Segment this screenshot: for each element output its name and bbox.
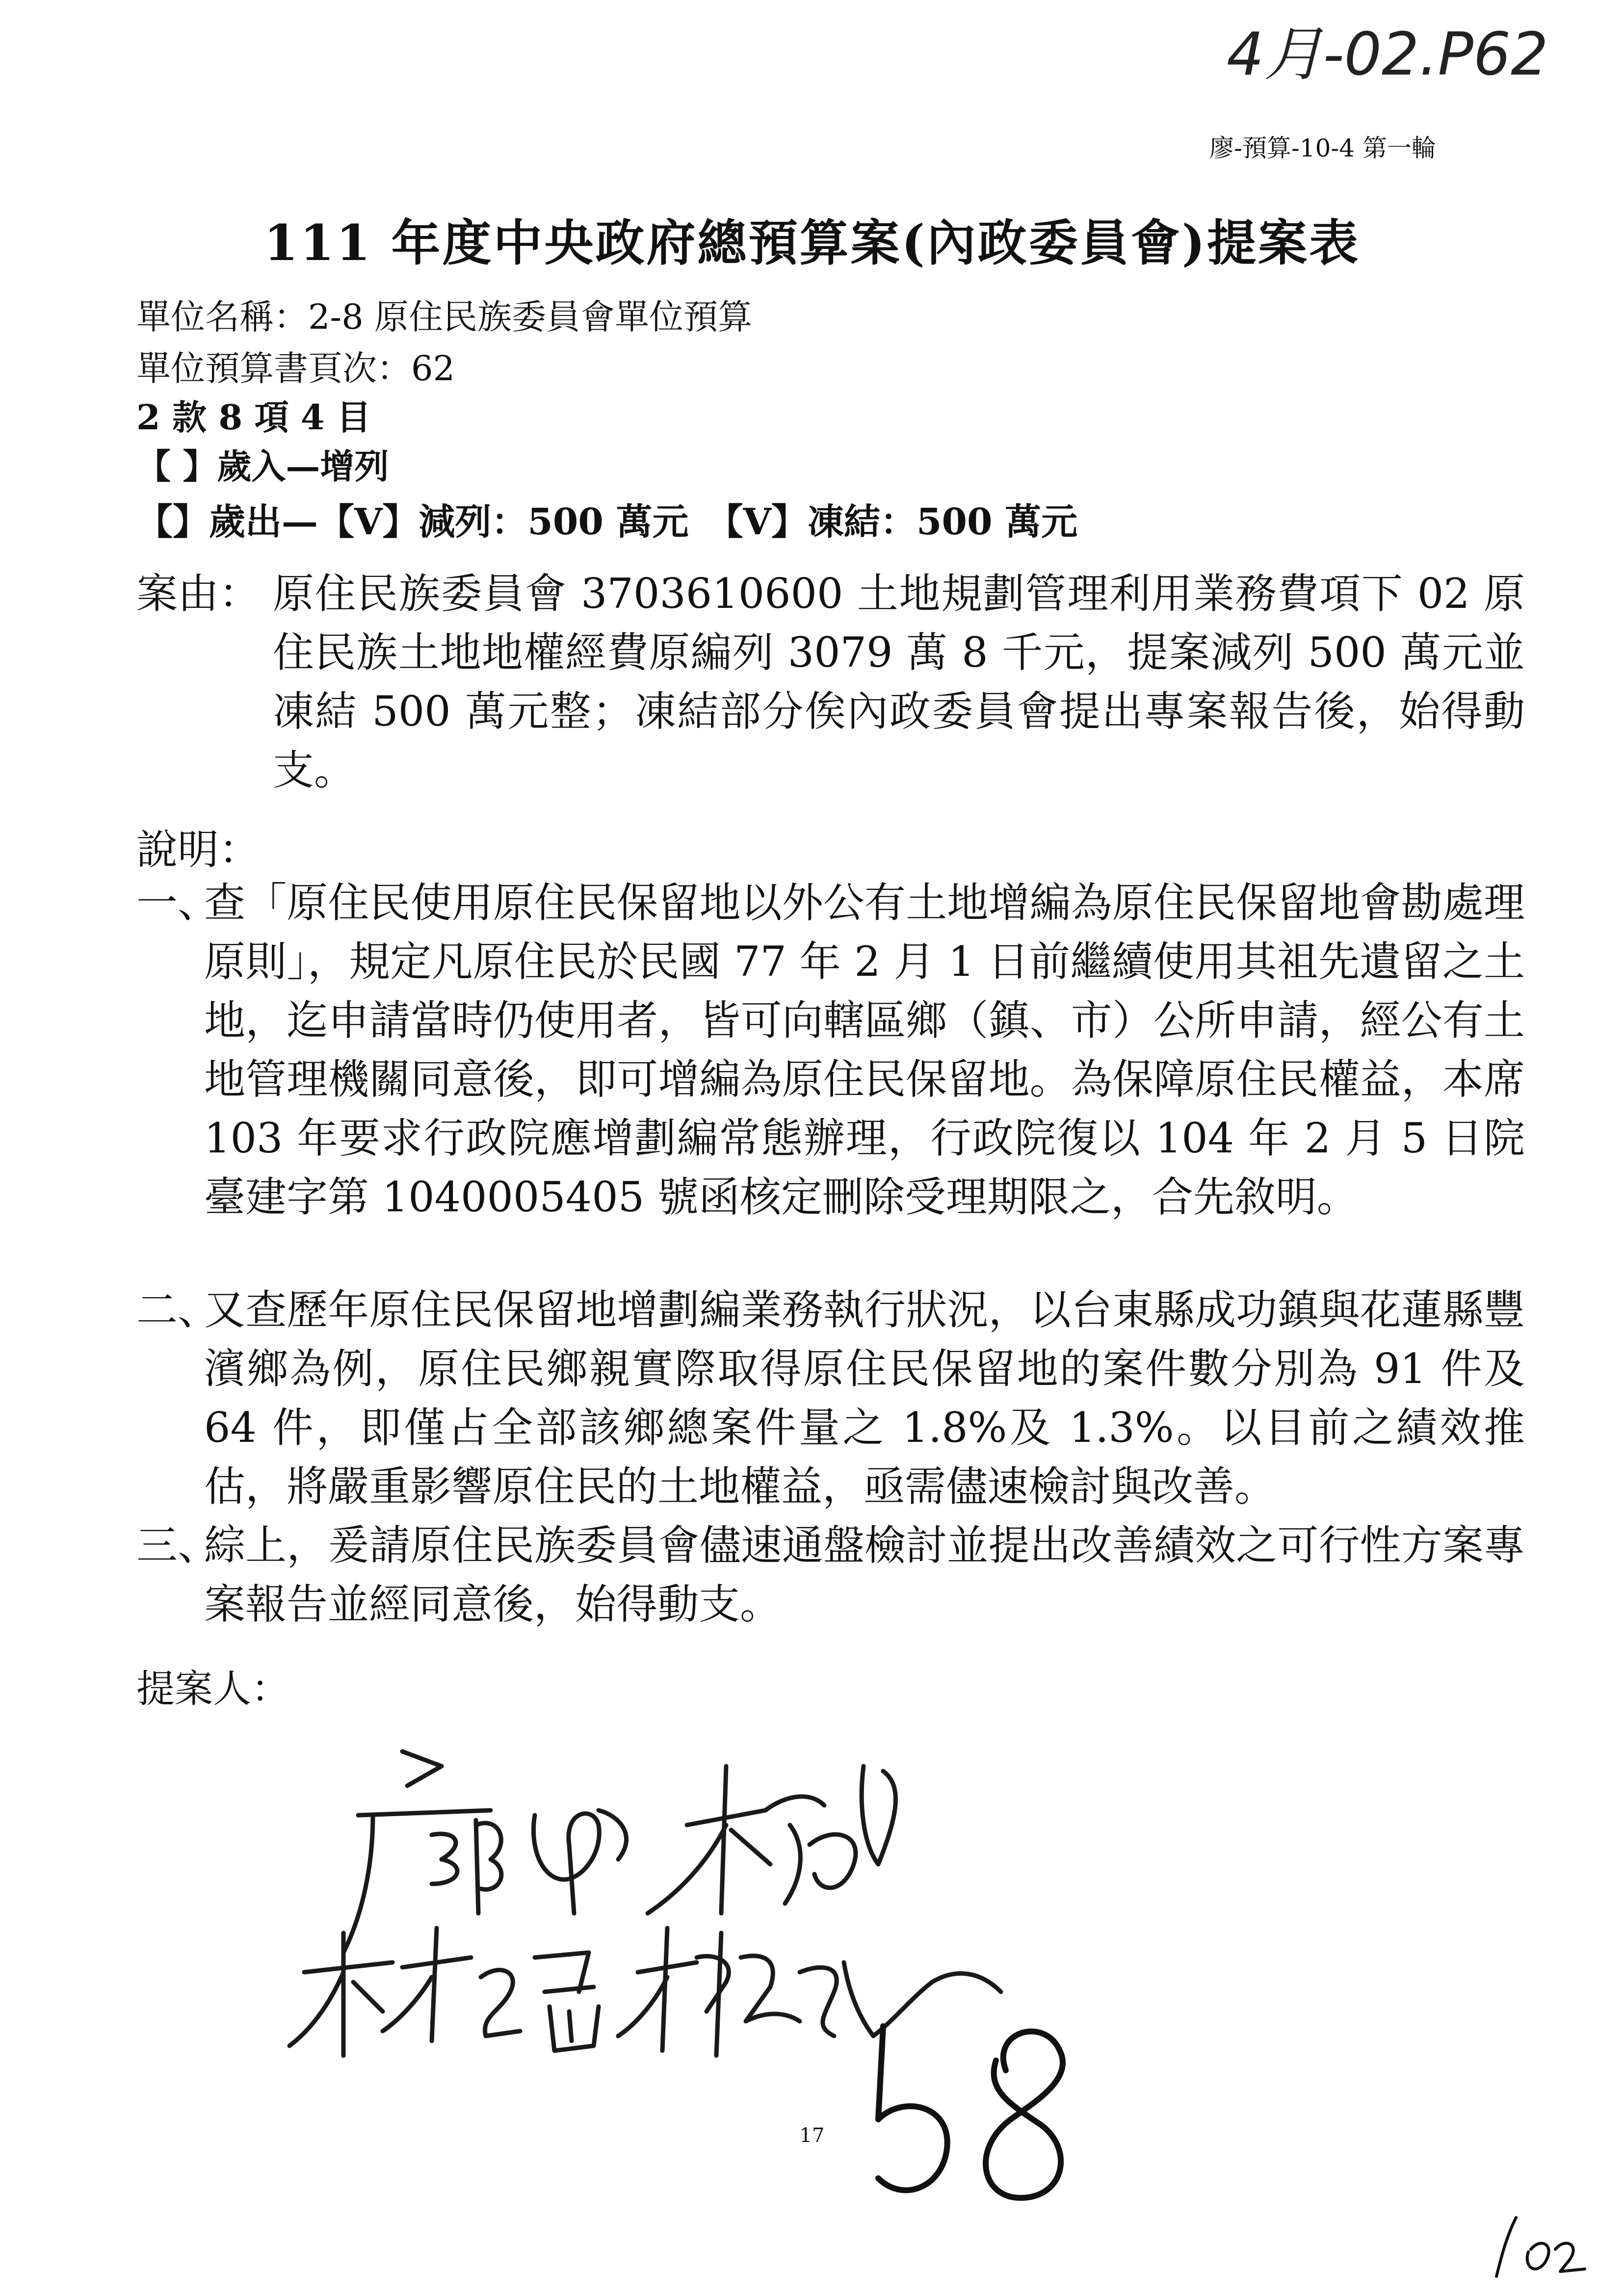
budget-page: 單位預算書頁次：62 [136,348,455,389]
item-number: 二、 [136,1286,219,1334]
signature-3 [289,1928,599,2056]
signature-2 [648,1766,895,1913]
document-serial: 廖-預算-10-4 第一輪 [1209,134,1437,162]
reason-text: 原住民族委員會 3703610600 土地規劃管理利用業務費項下 02 原住民族土地地權經費原編列 3079 萬 8 千元，提案減列 500 萬元並凍結 500 萬元整；凍結部分俟內政委員會提出專案報告後，始得動支。 [273,570,1525,794]
page-number: 17 [799,2124,825,2147]
handwritten-reference: 4月-02.P62 [1227,21,1548,89]
item-code: 2 款 8 項 4 目 [136,397,371,438]
item-text: 查「原住民使用原住民保留地以外公有土地增編為原住民保留地會勘處理原則」，規定凡原住民於民國 77 年 2 月 1 日前繼續使用其祖先遺留之土地，迄申請當時仍使用者，皆可向轄區鄉（鎮、市）公所申請，經公有土地管理機關同意後，即可增編為原住民保留地。為保障原住民權益，本席 103 年要求行政院應增劃編常態辦理，行政院復以 104 年 2 月 5 日院臺建字第 1040005405 號函核定刪除受理期限之，合先敘明。 [204,879,1525,1221]
revenue-line: 【 】歲入—增列 [136,446,389,487]
signature-4 [618,1928,1001,2056]
document-title: 111 年度中央政府總預算案(內政委員會)提案表 [263,214,1361,272]
explanation-label: 說明： [136,826,261,874]
handwritten-numerals [878,2026,1585,2276]
item-number: 一、 [136,879,219,927]
expenditure-line: 【】歲出—【V】減列：500 萬元 【V】凍結：500 萬元 [136,501,1078,543]
signature-1 [343,1751,627,1953]
reason-label: 案由： [136,570,261,618]
item-number: 三、 [136,1521,219,1569]
item-text: 綜上，爰請原住民族委員會儘速通盤檢討並提出改善績效之可行性方案專案報告並經同意後，始得動支。 [204,1521,1525,1628]
item-text: 又查歷年原住民保留地增劃編業務執行狀況，以台東縣成功鎮與花蓮縣豐濱鄉為例，原住民鄉親實際取得原住民保留地的案件數分別為 91 件及 64 件，即僅占全部該鄉總案件量之 1.8%及 1.3%。以目前之績效推估，將嚴重影響原住民的土地權益，亟需儘速檢討與改善。 [204,1286,1525,1511]
unit-name: 單位名稱：2-8 原住民族委員會單位預算 [136,297,752,337]
proposer-label: 提案人： [136,1667,290,1711]
